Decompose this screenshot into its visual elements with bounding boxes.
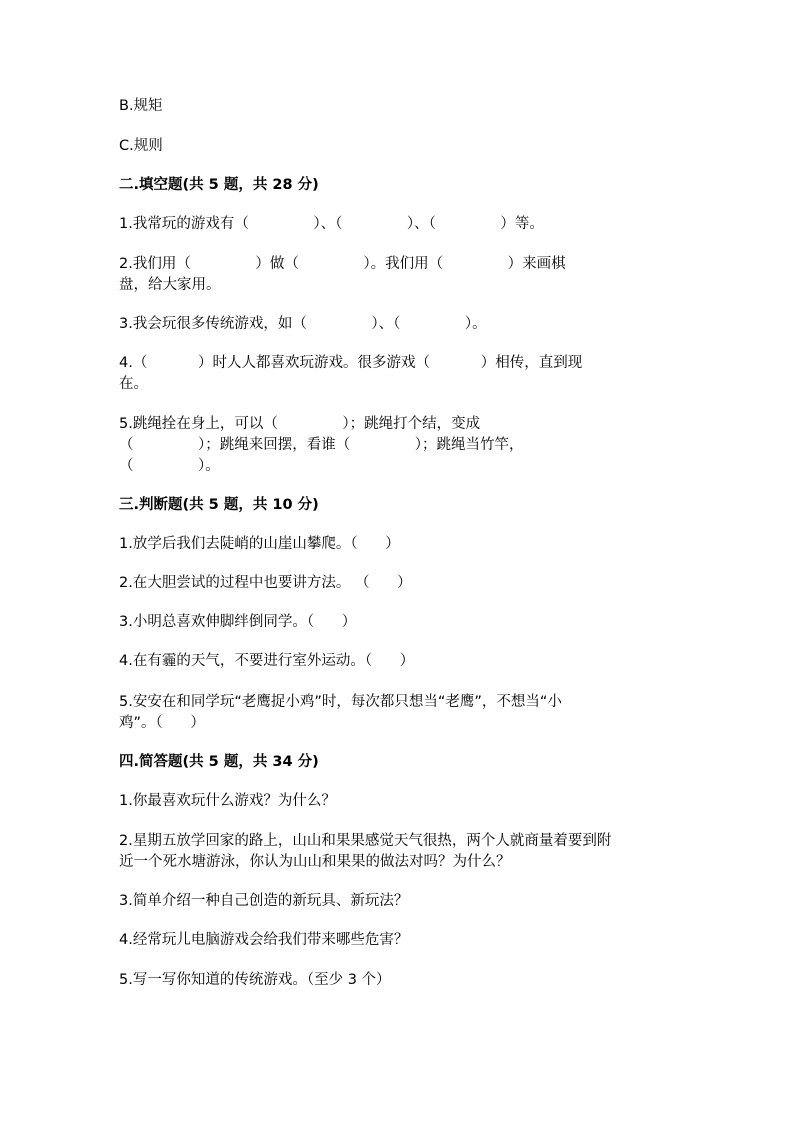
short-question-4: 4.经常玩儿电脑游戏会给我们带来哪些危害？: [119, 932, 409, 948]
short-question-2-line-1: 2.星期五放学回家的路上，山山和果果感觉天气很热，两个人就商量着要到附: [119, 833, 612, 849]
short-question-5: 5.写一写你知道的传统游戏。（至少 3 个）: [119, 972, 391, 988]
fill-question-5-line-1: 5.跳绳拴在身上，可以（ ）；跳绳打个结，变成: [119, 416, 481, 432]
judge-question-2: 2.在大胆尝试的过程中也要讲方法。 （ ）: [119, 575, 412, 591]
section-fill-blank-heading: 二.填空题(共 5 题，共 28 分): [119, 177, 319, 193]
judge-question-1: 1.放学后我们去陡峭的山崖山攀爬。（ ）: [119, 536, 400, 552]
short-question-2-line-2: 近一个死水塘游泳，你认为山山和果果的做法对吗？为什么？: [119, 854, 511, 870]
section-true-false-heading: 三.判断题(共 5 题，共 10 分): [119, 497, 319, 513]
judge-question-3: 3.小明总喜欢伸脚绊倒同学。（ ）: [119, 614, 357, 630]
judge-question-5-line-2: 鸡”。（ ）: [119, 715, 205, 731]
fill-question-2-line-2: 盘，给大家用。: [119, 277, 221, 293]
judge-question-5-line-1: 5.安安在和同学玩“老鹰捉小鸡”时，每次都只想当“老鹰”，不想当“小: [119, 694, 562, 710]
fill-question-5-line-2: （ ）；跳绳来回摆，看谁（ ）；跳绳当竹竿，: [119, 437, 524, 453]
fill-question-3: 3.我会玩很多传统游戏，如（ ）、（ ）。: [119, 316, 487, 332]
fill-question-5-line-3: （ ）。: [119, 458, 220, 474]
short-question-1: 1.你最喜欢玩什么游戏？为什么？: [119, 793, 336, 809]
short-question-3: 3.简单介绍一种自己创造的新玩具、新玩法？: [119, 893, 409, 909]
option-b: B.规矩: [119, 98, 163, 114]
fill-question-4-line-2: 在。: [119, 376, 148, 392]
fill-question-1: 1.我常玩的游戏有（ ）、（ ）、（ ）等。: [119, 216, 544, 232]
section-short-answer-heading: 四.简答题(共 5 题，共 34 分): [119, 754, 319, 770]
fill-question-4-line-1: 4.（ ）时人人都喜欢玩游戏。很多游戏（ ）相传，直到现: [119, 355, 583, 371]
option-c: C.规则: [119, 138, 163, 154]
judge-question-4: 4.在有霾的天气，不要进行室外运动。（ ）: [119, 653, 415, 669]
fill-question-2-line-1: 2.我们用（ ）做（ ）。我们用（ ）来画棋: [119, 256, 566, 272]
